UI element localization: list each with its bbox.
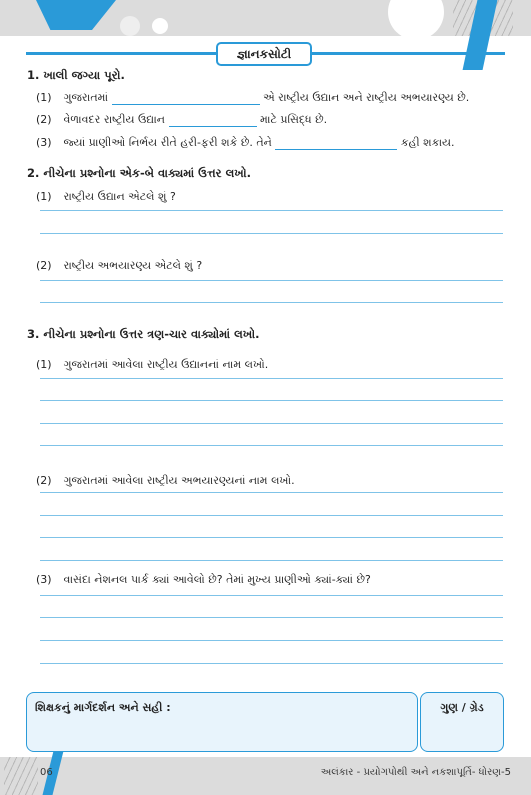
answer-line[interactable] [40, 492, 503, 493]
question-text: રાષ્ટ્રીય અભયારણ્ય એટલે શું ? [63, 259, 203, 272]
answer-line[interactable] [40, 663, 503, 664]
question-text: રાષ્ટ્રીય ઉદ્યાન એટલે શું ? [63, 190, 176, 203]
question-2-2 [36, 259, 202, 273]
question-text: ગુજરાતમાં આવેલા રાષ્ટ્રીય ઉદ્યાનનાં નામ લખો. [63, 358, 269, 371]
decor-circle-small [152, 18, 168, 34]
question-3-1 [36, 358, 268, 372]
decor-circle-large [388, 0, 444, 36]
answer-line[interactable] [40, 617, 503, 618]
page-title: જ્ઞાનકસોટી [216, 42, 312, 66]
grade-label: ગુણ / ગ્રેડ [440, 701, 484, 714]
item-post-text: કહી શકાય. [400, 136, 455, 149]
answer-line[interactable] [40, 537, 503, 538]
fill-item-3 [36, 136, 455, 150]
grade-box[interactable] [420, 692, 504, 752]
item-pre-text: જ્યાં પ્રાણીઓ નિર્ભય રીતે હરી-ફરી શકે છે. તેને [63, 136, 272, 149]
question-text: વાસંદા નેશનલ પાર્ક ક્યાં આવેલો છે? તેમાં મુખ્ય પ્રાણીઓ ક્યાં-ક્યાં છે? [63, 573, 371, 586]
answer-line[interactable] [40, 640, 503, 641]
question-2-1 [36, 190, 176, 204]
answer-line[interactable] [40, 423, 503, 424]
answer-line[interactable] [40, 445, 503, 446]
answer-blank[interactable] [169, 115, 257, 127]
header-band [0, 0, 531, 36]
item-number: (1) [36, 91, 52, 104]
answer-blank[interactable] [275, 138, 397, 150]
item-number: (2) [36, 259, 52, 272]
question-text: ગુજરાતમાં આવેલા રાષ્ટ્રીય અભયારણ્યનાં નામ લખો. [63, 474, 295, 487]
fill-item-1 [36, 91, 469, 105]
answer-line[interactable] [40, 210, 503, 211]
item-number: (1) [36, 358, 52, 371]
answer-line[interactable] [40, 595, 503, 596]
section1-heading: 1. ખાલી જગ્યા પૂરો. [27, 68, 125, 82]
item-number: (3) [36, 136, 52, 149]
book-title: અલંકાર - પ્રયોગપોથી અને નકશાપૂર્તિ- ધોરણ-5 [320, 767, 511, 778]
item-post-text: માટે પ્રસિદ્ધ છે. [260, 113, 328, 126]
page-number: 06 [40, 767, 53, 778]
section3-heading: 3. નીચેના પ્રશ્નોના ઉત્તર ત્રણ-ચાર વાક્યોમાં લખો. [27, 327, 260, 341]
item-number: (2) [36, 113, 52, 126]
answer-line[interactable] [40, 280, 503, 281]
teacher-signature-label: શિક્ષકનું માર્ગદર્શન અને સહી : [35, 701, 171, 714]
answer-line[interactable] [40, 378, 503, 379]
answer-line[interactable] [40, 515, 503, 516]
section2-heading: 2. નીચેના પ્રશ્નોના એક-બે વાક્યમાં ઉત્તર લખો. [27, 166, 252, 180]
answer-blank[interactable] [112, 93, 260, 105]
item-number: (3) [36, 573, 52, 586]
item-post-text: એ રાષ્ટ્રીય ઉદ્યાન અને રાષ્ટ્રીય અભયારણ્ય છે. [263, 91, 470, 104]
header-blue-shape [36, 0, 116, 30]
answer-line[interactable] [40, 400, 503, 401]
answer-line[interactable] [40, 233, 503, 234]
question-3-2 [36, 474, 295, 488]
item-pre-text: ગુજરાતમાં [63, 91, 109, 104]
footer-band [0, 757, 531, 795]
decor-circle [120, 16, 140, 36]
footer-stripes [4, 757, 38, 795]
question-3-3 [36, 573, 371, 587]
item-number: (2) [36, 474, 52, 487]
answer-line[interactable] [40, 560, 503, 561]
teacher-signature-box[interactable] [26, 692, 418, 752]
item-pre-text: વેળાવદર રાષ્ટ્રીય ઉદ્યાન [63, 113, 165, 126]
item-number: (1) [36, 190, 52, 203]
fill-item-2 [36, 113, 327, 127]
answer-line[interactable] [40, 302, 503, 303]
